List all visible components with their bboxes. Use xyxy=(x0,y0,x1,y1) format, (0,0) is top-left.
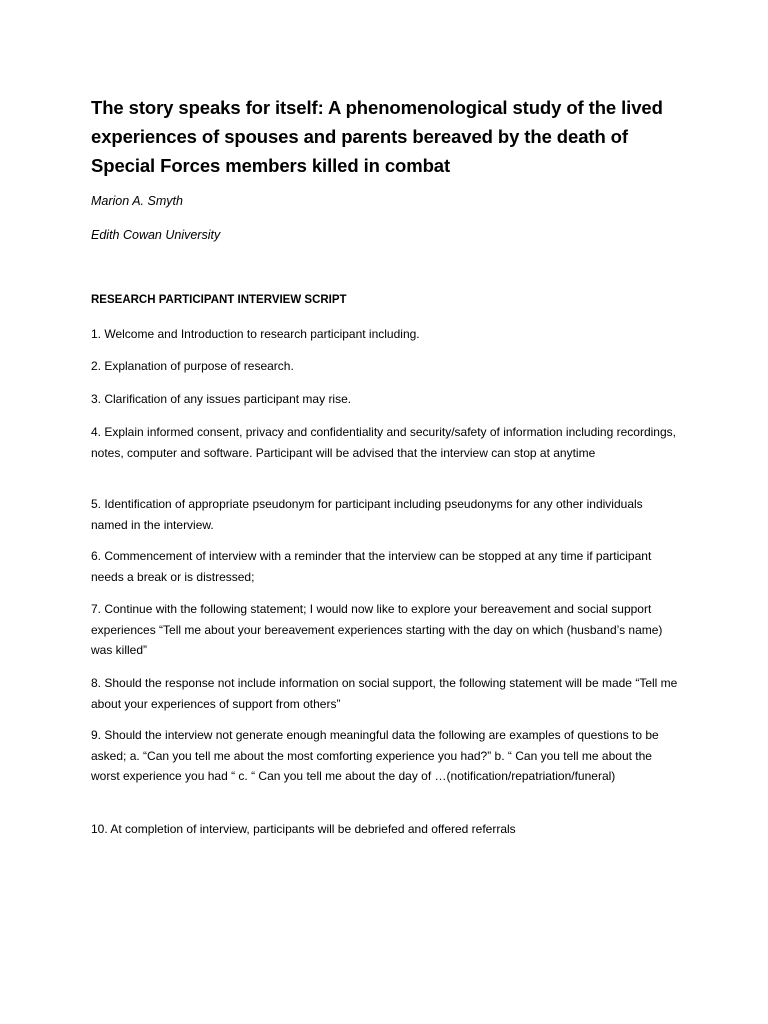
script-item-7: 7. Continue with the following statement; I would now like to explore your bereavement and social support experiences “Tell me about your bereavement experiences starting with the day on which (husband’s name) was killed” xyxy=(91,602,663,657)
script-item-2: 2. Explanation of purpose of research. xyxy=(91,359,294,373)
author-name: Marion A. Smyth xyxy=(91,194,183,208)
script-item-4: 4. Explain informed consent, privacy and confidentiality and security/safety of information including recordings, notes, computer and software. Participant will be advised that the interview can stop at anytime xyxy=(91,425,676,460)
script-item-6: 6. Commencement of interview with a reminder that the interview can be stopped at any time if participant needs a break or is distressed; xyxy=(91,549,652,584)
script-item-9: 9. Should the interview not generate enough meaningful data the following are examples of questions to be asked; a. “Can you tell me about the most comforting experience you had?” b. “ Can you tell me about the worst experience you had “ c. “ Can you tell me about the day of …(notification/repatriation/funeral) xyxy=(91,728,659,783)
document-title: The story speaks for itself: A phenomenological study of the lived experiences of spouses and parents bereaved by the death of Special Forces members killed in combat xyxy=(91,97,663,176)
script-item-1: 1. Welcome and Introduction to research participant including. xyxy=(91,327,420,341)
author-affiliation: Edith Cowan University xyxy=(91,228,221,242)
script-item-3: 3. Clarification of any issues participant may rise. xyxy=(91,392,352,406)
script-item-8: 8. Should the response not include information on social support, the following statement will be made “Tell me about your experiences of support from others” xyxy=(91,676,678,711)
script-item-10: 10. At completion of interview, participants will be debriefed and offered referrals xyxy=(91,822,516,836)
section-heading: RESEARCH PARTICIPANT INTERVIEW SCRIPT xyxy=(91,294,347,306)
script-item-5: 5. Identification of appropriate pseudonym for participant including pseudonyms for any other individuals named in the interview. xyxy=(91,497,643,532)
